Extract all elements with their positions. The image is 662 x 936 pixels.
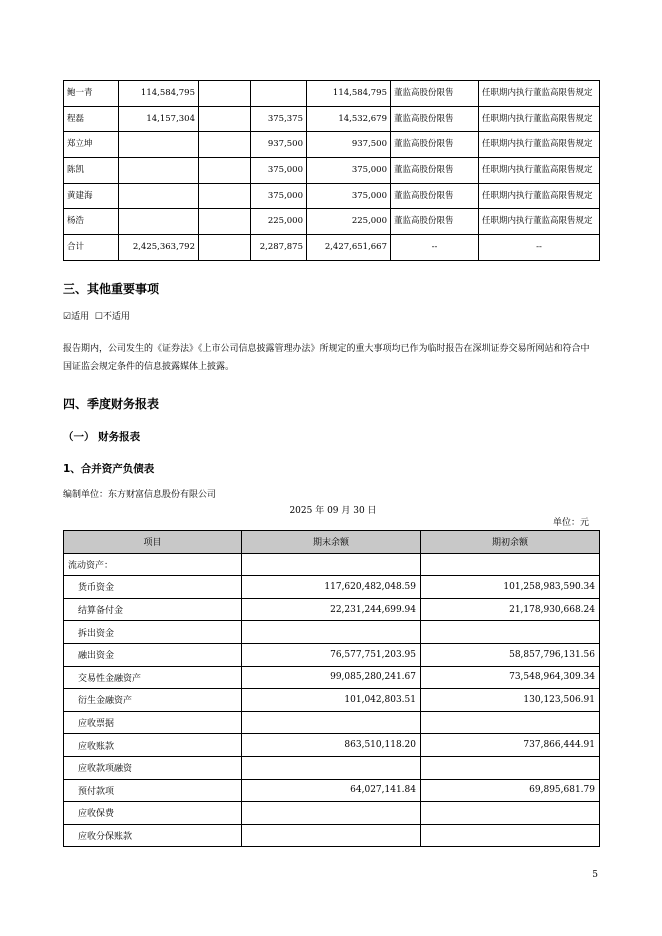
category-empty-cell — [421, 553, 600, 576]
released-shares-cell — [199, 209, 251, 235]
period-end-value — [242, 621, 421, 644]
period-end-value: 117,620,482,048.59 — [242, 576, 421, 599]
section-title-financial-statements: 四、季度财务报表 — [63, 397, 160, 411]
release-date-cell: 任职期内执行董监高限售规定 — [479, 158, 600, 184]
line-item: 应收款项融资 — [64, 756, 242, 779]
release-date-cell: 任职期内执行董监高限售规定 — [479, 81, 600, 107]
table-row — [64, 779, 600, 802]
shareholder-name-cell: 杨浩 — [64, 209, 119, 235]
table-row — [64, 643, 600, 666]
shareholder-name-cell: 郑立坤 — [64, 132, 119, 158]
total-start-shares-cell: 2,425,363,792 — [119, 235, 199, 261]
end-shares-cell: 375,000 — [307, 183, 391, 209]
header-period-begin: 期初余额 — [421, 531, 600, 554]
total-end-shares-cell: 2,427,651,667 — [307, 235, 391, 261]
added-shares-cell: 375,000 — [251, 158, 307, 184]
table-row — [64, 576, 600, 599]
applicable-label: 适用 — [71, 312, 90, 322]
restriction-reason-cell: 董监高股份限售 — [391, 132, 479, 158]
total-released-shares-cell — [199, 235, 251, 261]
added-shares-cell: 375,375 — [251, 106, 307, 132]
start-shares-cell: 114,584,795 — [119, 81, 199, 107]
table-row — [64, 689, 600, 712]
start-shares-cell — [119, 158, 199, 184]
period-begin-value: 130,123,506.91 — [421, 689, 600, 712]
period-end-value — [242, 802, 421, 825]
added-shares-cell: 225,000 — [251, 209, 307, 235]
release-date-cell: 任职期内执行董监高限售规定 — [479, 183, 600, 209]
checked-checkbox-icon: ☑ — [63, 312, 72, 322]
period-end-value: 76,577,751,203.95 — [242, 643, 421, 666]
total-restriction-reason-cell: -- — [391, 235, 479, 261]
line-item: 交易性金融资产 — [64, 666, 242, 689]
period-end-value — [242, 756, 421, 779]
subsection-financial-statements: （一） 财务报表 — [63, 431, 141, 443]
total-shareholder-name-cell: 合计 — [64, 235, 119, 261]
table-row — [64, 158, 600, 184]
released-shares-cell — [199, 106, 251, 132]
period-end-value: 22,231,244,699.94 — [242, 598, 421, 621]
total-row — [64, 235, 600, 261]
table-row — [64, 209, 600, 235]
end-shares-cell: 375,000 — [307, 158, 391, 184]
table-row — [64, 598, 600, 621]
period-begin-value — [421, 824, 600, 847]
line-item: 应收分保账款 — [64, 824, 242, 847]
added-shares-cell: 937,500 — [251, 132, 307, 158]
table-row — [64, 824, 600, 847]
table-row — [64, 81, 600, 107]
shareholder-name-cell: 黄建海 — [64, 183, 119, 209]
period-begin-value: 58,857,796,131.56 — [421, 643, 600, 666]
period-end-value: 863,510,118.20 — [242, 734, 421, 757]
period-begin-value — [421, 756, 600, 779]
period-end-value: 99,085,280,241.67 — [242, 666, 421, 689]
shareholder-name-cell: 鲍一青 — [64, 81, 119, 107]
line-item: 衍生金融资产 — [64, 689, 242, 712]
start-shares-cell — [119, 183, 199, 209]
period-begin-value: 21,178,930,668.24 — [421, 598, 600, 621]
category-current-assets: 流动资产： — [64, 553, 242, 576]
applicability-line — [63, 309, 599, 326]
table-row — [64, 183, 600, 209]
other-matters-body: 报告期内，公司发生的《证券法》《上市公司信息披露管理办法》所规定的重大事项均已作为临时报告在深圳证券交易所网站和符合中国证监会规定条件的信息披露媒体上披露。 — [63, 344, 590, 372]
start-shares-cell — [119, 132, 199, 158]
table-row — [64, 666, 600, 689]
release-date-cell: 任职期内执行董监高限售规定 — [479, 209, 600, 235]
start-shares-cell: 14,157,304 — [119, 106, 199, 132]
table-row — [64, 711, 600, 734]
period-end-value — [242, 824, 421, 847]
line-item: 结算备付金 — [64, 598, 242, 621]
header-item: 项目 — [64, 531, 242, 554]
shareholder-name-cell: 程磊 — [64, 106, 119, 132]
subsection-balance-sheet: 1、合并资产负债表 — [63, 463, 155, 475]
balance-sheet-category-row — [64, 553, 600, 576]
section-title-other-matters: 三、其他重要事项 — [63, 282, 160, 296]
period-begin-value — [421, 711, 600, 734]
total-added-shares-cell: 2,287,875 — [251, 235, 307, 261]
line-item: 应收票据 — [64, 711, 242, 734]
released-shares-cell — [199, 183, 251, 209]
end-shares-cell: 937,500 — [307, 132, 391, 158]
table-row — [64, 756, 600, 779]
end-shares-cell: 14,532,679 — [307, 106, 391, 132]
restriction-reason-cell: 董监高股份限售 — [391, 209, 479, 235]
period-begin-value: 69,895,681.79 — [421, 779, 600, 802]
start-shares-cell — [119, 209, 199, 235]
release-date-cell: 任职期内执行董监高限售规定 — [479, 106, 600, 132]
period-begin-value: 101,258,983,590.34 — [421, 576, 600, 599]
category-empty-cell — [242, 553, 421, 576]
restriction-reason-cell: 董监高股份限售 — [391, 183, 479, 209]
period-begin-value: 737,866,444.91 — [421, 734, 600, 757]
restriction-reason-cell: 董监高股份限售 — [391, 158, 479, 184]
period-end-value: 64,027,141.84 — [242, 779, 421, 802]
released-shares-cell — [199, 81, 251, 107]
end-shares-cell: 225,000 — [307, 209, 391, 235]
period-begin-value — [421, 621, 600, 644]
period-begin-value: 73,548,964,309.34 — [421, 666, 600, 689]
period-begin-value — [421, 802, 600, 825]
not-applicable-label: 不适用 — [102, 312, 130, 322]
line-item: 融出资金 — [64, 643, 242, 666]
released-shares-cell — [199, 158, 251, 184]
restricted-shares-table — [63, 80, 600, 261]
table-row — [64, 106, 600, 132]
release-date-cell: 任职期内执行董监高限售规定 — [479, 132, 600, 158]
added-shares-cell: 375,000 — [251, 183, 307, 209]
line-item: 拆出资金 — [64, 621, 242, 644]
balance-sheet-table — [63, 530, 600, 847]
added-shares-cell — [251, 81, 307, 107]
end-shares-cell: 114,584,795 — [307, 81, 391, 107]
table-row — [64, 621, 600, 644]
shareholder-name-cell: 陈凯 — [64, 158, 119, 184]
restriction-reason-cell: 董监高股份限售 — [391, 81, 479, 107]
header-period-end: 期末余额 — [242, 531, 421, 554]
period-end-value: 101,042,803.51 — [242, 689, 421, 712]
line-item: 预付款项 — [64, 779, 242, 802]
table-row — [64, 132, 600, 158]
restriction-reason-cell: 董监高股份限售 — [391, 106, 479, 132]
line-item: 应收保费 — [64, 802, 242, 825]
line-item: 应收账款 — [64, 734, 242, 757]
report-date: 2025 年 09 月 30 日 — [289, 506, 377, 516]
table-row — [64, 734, 600, 757]
total-release-date-cell: -- — [479, 235, 600, 261]
line-item: 货币资金 — [64, 576, 242, 599]
unchecked-checkbox-icon: ☐ — [94, 312, 103, 322]
period-end-value — [242, 711, 421, 734]
unit-label: 单位：元 — [552, 518, 589, 528]
table-row — [64, 802, 600, 825]
compiler-line: 编制单位：东方财富信息股份有限公司 — [63, 490, 217, 500]
page-number: 5 — [592, 870, 598, 880]
balance-sheet-header-row — [64, 531, 600, 554]
released-shares-cell — [199, 132, 251, 158]
